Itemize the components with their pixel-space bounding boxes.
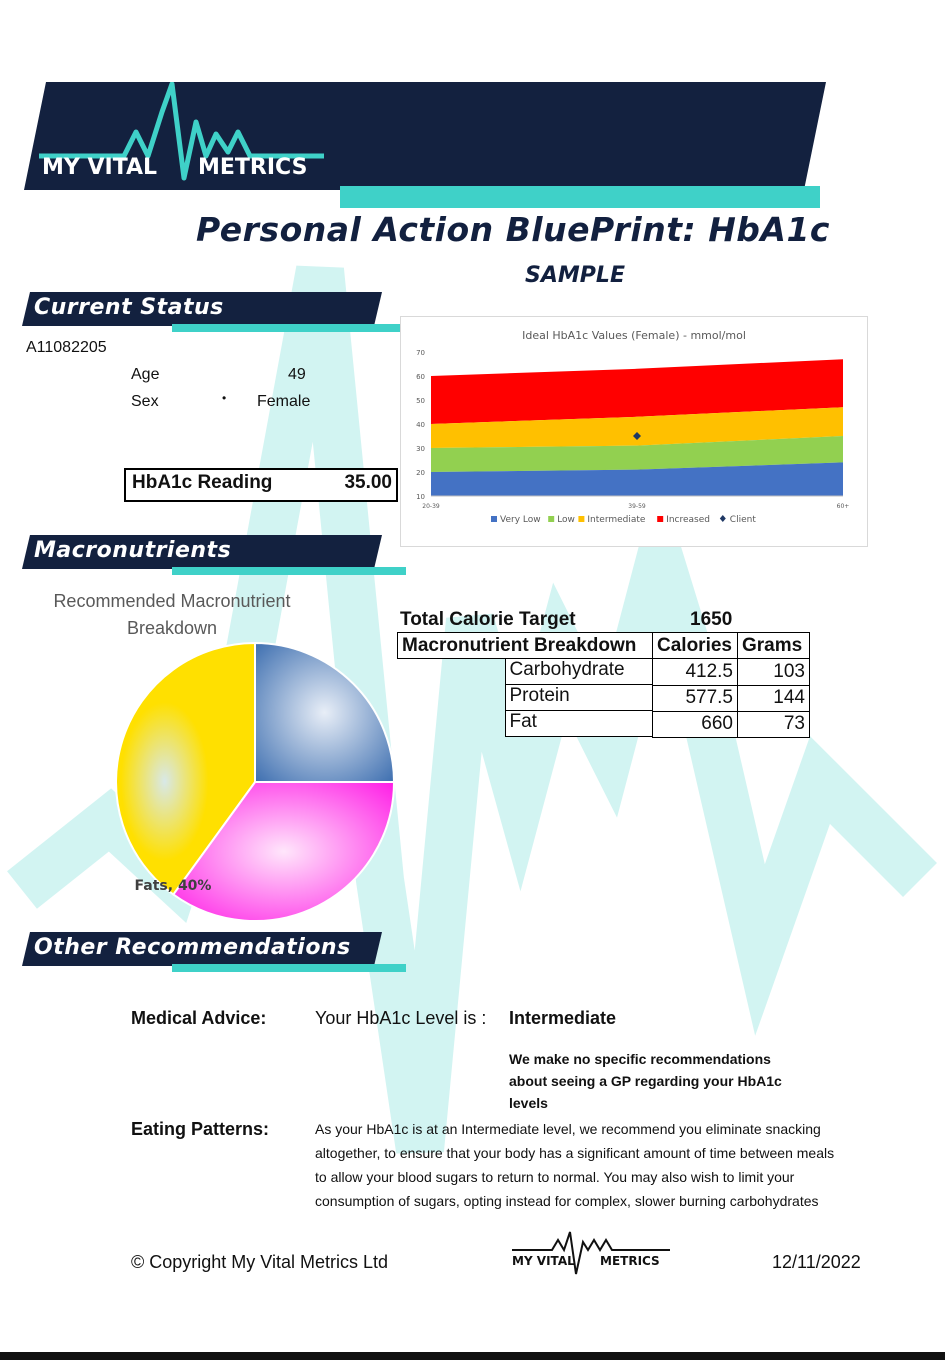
- x-tick-label: 60+: [836, 503, 850, 510]
- legend-swatch: [548, 516, 554, 522]
- hba1c-reading-box: [124, 468, 398, 502]
- row-name: Protein: [505, 685, 653, 711]
- y-tick-label: 50: [416, 397, 425, 405]
- table-row: [398, 659, 810, 686]
- section-title: Current Status: [34, 295, 224, 320]
- pie-title-line2: Breakdown: [126, 618, 218, 638]
- hba1c-chart: [400, 316, 868, 547]
- client-id: A11082205: [26, 339, 107, 356]
- legend-swatch: [657, 516, 663, 522]
- sex-value: Female: [257, 393, 311, 410]
- reading-label: HbA1c Reading: [132, 472, 273, 493]
- macronutrient-table: [397, 632, 810, 738]
- y-tick-label: 70: [416, 349, 425, 357]
- x-tick-label: 39-59: [628, 503, 646, 510]
- report-date: 12/11/2022: [772, 1252, 861, 1272]
- reading-value: 35.00: [344, 472, 392, 493]
- logo-text-right: METRICS: [198, 155, 308, 180]
- medical-note-line: levels: [509, 1095, 548, 1111]
- medical-note-line: about seeing a GP regarding your HbA1c: [509, 1073, 782, 1089]
- copyright-text: © Copyright My Vital Metrics Ltd: [131, 1252, 389, 1272]
- sex-bullet: •: [222, 391, 227, 405]
- legend-label: Client: [729, 515, 756, 525]
- level-value: Intermediate: [509, 1008, 617, 1028]
- row-calories: 412.5: [653, 659, 738, 686]
- pie-slice-carbohydrates: [255, 643, 394, 782]
- legend-client-marker: [720, 515, 726, 522]
- header-cell: Macronutrient Breakdown: [398, 633, 653, 659]
- header-cell: Grams: [738, 633, 810, 659]
- age-value: 49: [288, 366, 306, 383]
- row-grams: 144: [738, 685, 810, 711]
- legend-label: Low: [557, 515, 575, 525]
- header-accent-bar: [340, 186, 820, 208]
- footer-logo-right: METRICS: [600, 1254, 660, 1268]
- y-tick-label: 20: [416, 469, 425, 477]
- legend-swatch: [491, 516, 497, 522]
- eating-patterns-text: [315, 1117, 885, 1213]
- y-tick-label: 10: [416, 493, 425, 501]
- row-calories: 577.5: [653, 685, 738, 711]
- pie-label: Fats, 40%: [134, 878, 212, 894]
- macronutrient-pie-chart: [100, 630, 410, 930]
- page-subtitle: SAMPLE: [525, 263, 625, 288]
- sex-label: Sex: [131, 393, 159, 410]
- section-title: Macronutrients: [34, 538, 232, 563]
- medical-note: [509, 1048, 782, 1114]
- section-current-status: [22, 292, 382, 330]
- section-other-recommendations: [22, 932, 382, 970]
- page-title: Personal Action BluePrint: HbA1c: [195, 210, 830, 249]
- legend-label: Increased: [666, 515, 711, 525]
- row-name: Carbohydrate: [505, 659, 653, 685]
- eating-line: to allow your blood sugars to return to normal. You may also wish to limit your: [315, 1169, 795, 1185]
- calorie-target-label: Total Calorie Target: [400, 609, 576, 630]
- eating-patterns-label: Eating Patterns:: [131, 1119, 270, 1139]
- y-tick-label: 40: [416, 421, 425, 429]
- calorie-target-value: 1650: [690, 609, 733, 630]
- section-title: Other Recommendations: [34, 935, 351, 960]
- logo-banner: [24, 82, 826, 190]
- table-row: [398, 685, 810, 711]
- medical-note-line: We make no specific recommendations: [509, 1051, 771, 1067]
- legend-label: Intermediate: [587, 515, 646, 525]
- legend-label: Very Low: [500, 515, 541, 525]
- y-tick-label: 60: [416, 373, 425, 381]
- footer-logo: [508, 1228, 673, 1280]
- row-grams: 73: [738, 711, 810, 737]
- table-header-row: [398, 633, 810, 659]
- y-tick-label: 30: [416, 445, 425, 453]
- level-prefix: Your HbA1c Level is :: [315, 1008, 487, 1028]
- row-name: Fat: [505, 711, 653, 737]
- logo-text-left: MY VITAL: [42, 155, 158, 180]
- eating-line: consumption of sugars, opting instead for complex, slower burning carbohydrates: [315, 1193, 819, 1209]
- footer-bar: [0, 1352, 945, 1360]
- hba1c-chart-svg: [401, 317, 867, 546]
- x-tick-label: 20-39: [422, 503, 440, 510]
- row-calories: 660: [653, 711, 738, 737]
- section-macronutrients: [22, 535, 382, 573]
- table-row: [398, 711, 810, 737]
- eating-line: altogether, to ensure that your body has a significant amount of time between meals: [315, 1145, 835, 1161]
- row-grams: 103: [738, 659, 810, 686]
- medical-advice-label: Medical Advice:: [131, 1008, 267, 1028]
- age-label: Age: [131, 366, 160, 383]
- header-cell: Calories: [653, 633, 738, 659]
- legend-swatch: [578, 516, 584, 522]
- pie-title-line1: Recommended Macronutrient: [53, 591, 291, 611]
- chart-title: Ideal HbA1c Values (Female) - mmol/mol: [522, 329, 746, 342]
- footer-logo-left: MY VITAL: [512, 1254, 575, 1268]
- eating-line: As your HbA1c is at an Intermediate level, we recommend you eliminate snacking: [315, 1121, 821, 1137]
